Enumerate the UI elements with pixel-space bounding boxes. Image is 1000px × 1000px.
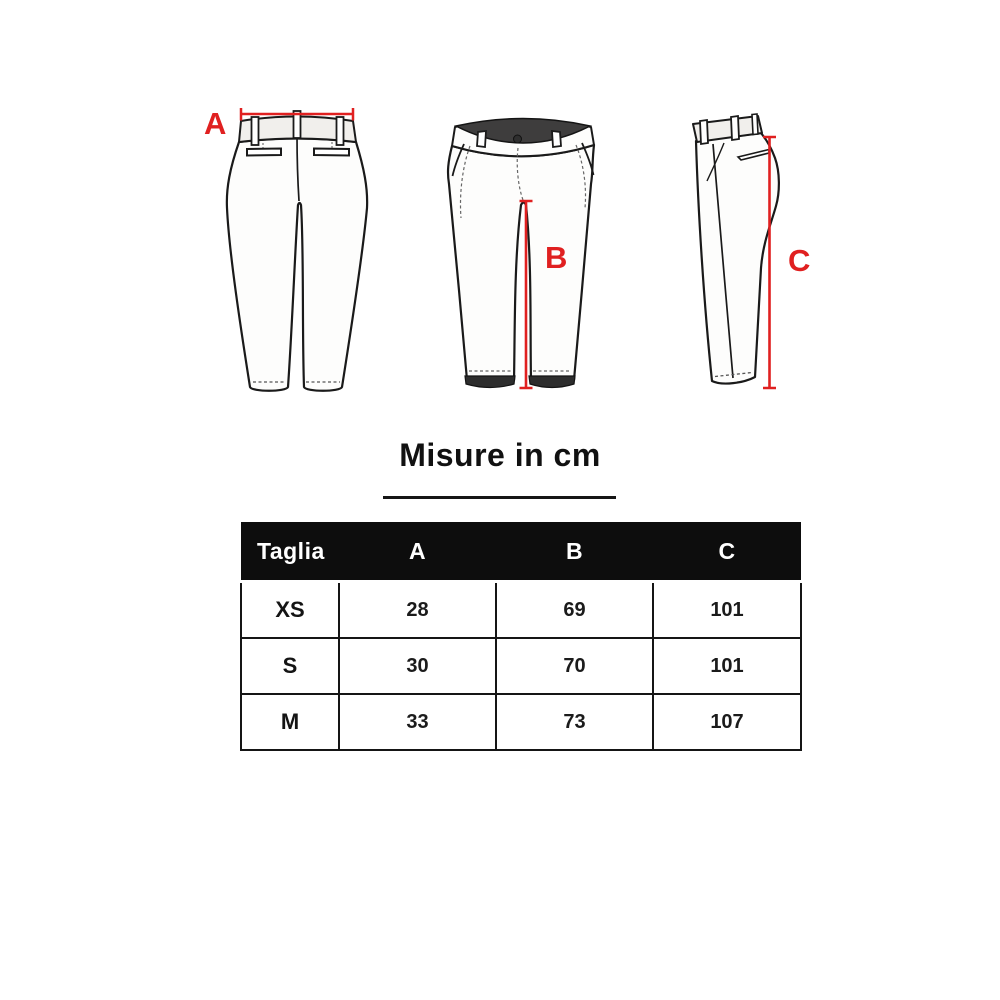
belt-loop-icon bbox=[337, 117, 344, 145]
value-cell: 28 bbox=[339, 582, 496, 639]
size-cell: S bbox=[241, 638, 339, 694]
value-cell: 69 bbox=[496, 582, 653, 639]
belt-loop-icon bbox=[752, 114, 758, 135]
pants-front-view-drawing bbox=[438, 103, 628, 403]
header-cell-b: B bbox=[496, 522, 653, 582]
size-cell: XS bbox=[241, 582, 339, 639]
belt-loop-icon bbox=[477, 131, 486, 147]
dark-hem bbox=[529, 376, 575, 388]
value-cell: 101 bbox=[653, 582, 801, 639]
table-row-s bbox=[241, 638, 801, 694]
header-cell-c: C bbox=[653, 522, 801, 582]
waist-button-icon bbox=[514, 135, 522, 143]
header-cell-taglia: Taglia bbox=[241, 522, 339, 582]
size-cell: M bbox=[241, 694, 339, 750]
belt-loop-icon bbox=[731, 116, 739, 140]
header-cell-a: A bbox=[339, 522, 496, 582]
table-row-xs bbox=[241, 582, 801, 639]
pants-front-body bbox=[448, 145, 594, 384]
belt-loop-icon bbox=[252, 117, 259, 145]
page-title: Misure in cm bbox=[399, 437, 601, 473]
pants-side-body bbox=[696, 133, 779, 384]
value-cell: 101 bbox=[653, 638, 801, 694]
size-table bbox=[240, 522, 802, 751]
belt-loop-icon bbox=[552, 131, 561, 147]
value-cell: 70 bbox=[496, 638, 653, 694]
value-cell: 107 bbox=[653, 694, 801, 750]
back-pocket-welt bbox=[247, 149, 281, 156]
belt-loop-icon bbox=[700, 120, 708, 144]
back-pocket-welt bbox=[314, 149, 349, 156]
value-cell: 33 bbox=[339, 694, 496, 750]
measurement-label-c: C bbox=[788, 243, 811, 278]
size-table-header-row bbox=[241, 522, 801, 582]
pants-side-view-drawing bbox=[658, 103, 843, 403]
value-cell: 73 bbox=[496, 694, 653, 750]
table-row-m bbox=[241, 694, 801, 750]
value-cell: 30 bbox=[339, 638, 496, 694]
measurement-label-b: B bbox=[545, 240, 568, 275]
title-underline bbox=[383, 496, 616, 499]
pants-back-view-drawing bbox=[195, 95, 385, 410]
measurement-label-a: A bbox=[204, 106, 227, 141]
dark-hem bbox=[465, 376, 515, 388]
